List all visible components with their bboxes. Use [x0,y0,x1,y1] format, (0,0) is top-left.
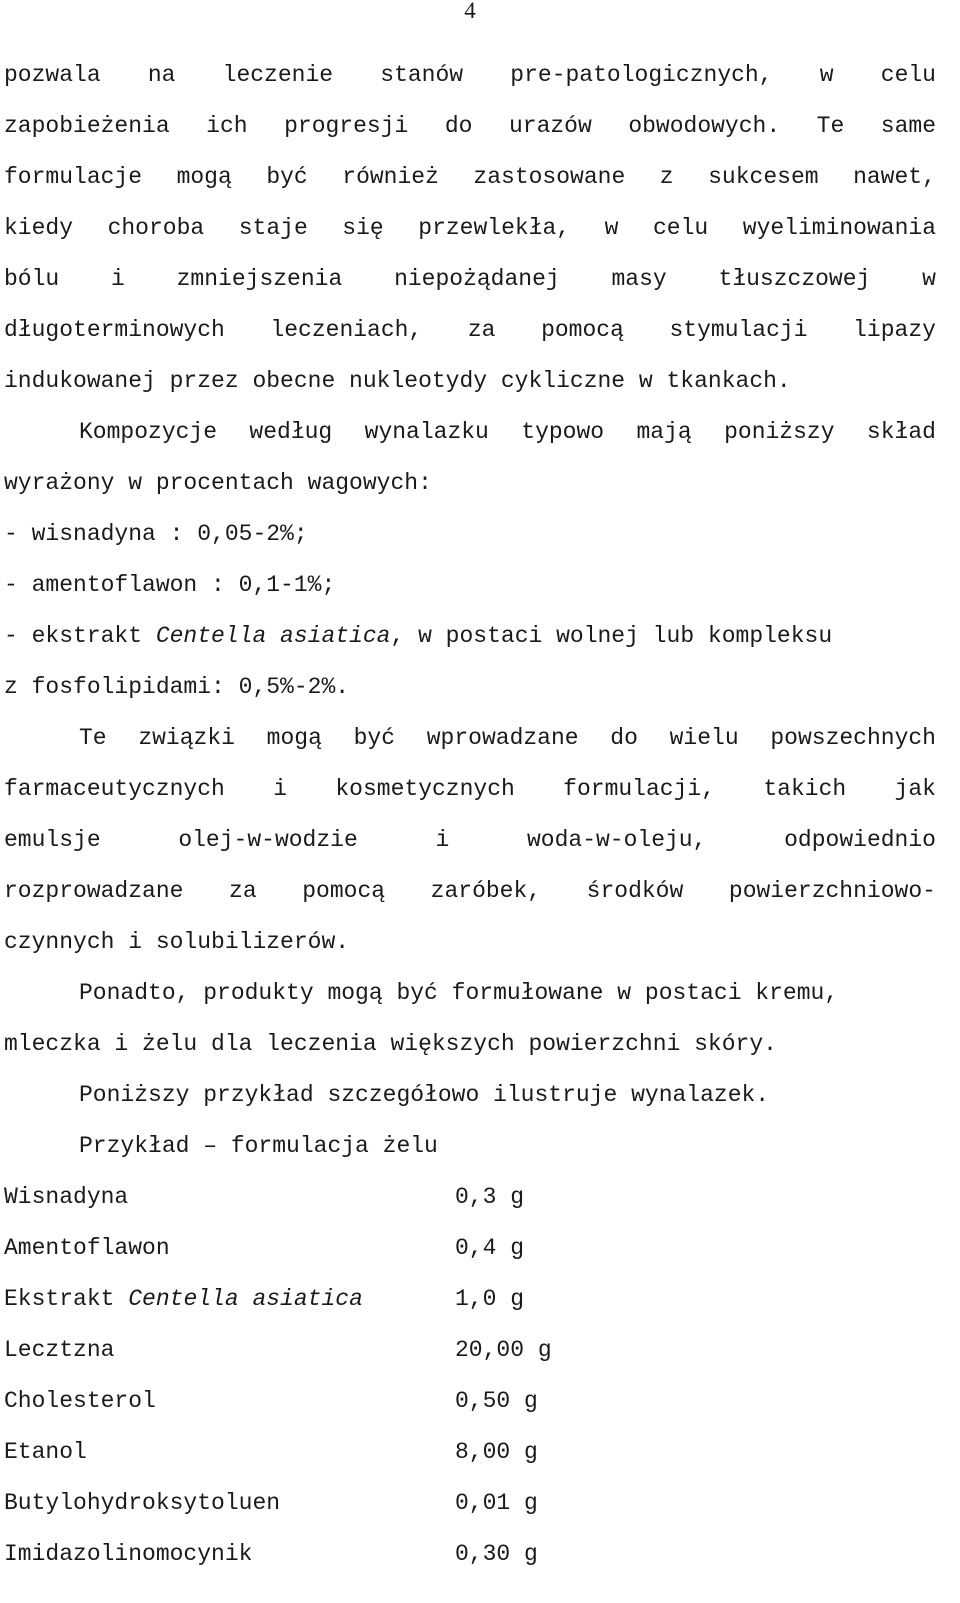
word: celu [653,215,709,241]
ingredient-amount: 8,00 g [455,1439,538,1465]
word: do [610,725,638,751]
word: pre-patologicznych, [510,62,773,88]
page-number: 4 [464,0,476,23]
word: związki [138,725,235,751]
word: zaróbek, [430,878,542,904]
ingredient-name: Amentoflawon [4,1235,170,1261]
word: wprowadzane [426,725,579,751]
word: Te [79,725,107,751]
word: w [819,62,834,88]
word: typowo [521,419,605,445]
word: i [435,827,450,853]
word: powszechnych [770,725,936,751]
word: wynalazku [364,419,489,445]
word: pomocą [541,317,624,343]
paragraph-line [4,203,936,254]
list-item: - wisnadyna : 0,05-2%; [4,521,308,547]
table-row [4,1172,936,1223]
word: same [880,113,936,139]
paragraph-line [4,764,936,815]
word: być [266,164,308,190]
word: za [467,317,496,343]
word: w [604,215,619,241]
word: odpowiednio [784,827,936,853]
ingredient-amount: 1,0 g [455,1286,525,1312]
ingredient-name [4,1274,455,1325]
word: formulacji, [563,776,715,802]
word: formulacje [4,164,143,190]
word: bólu [4,266,60,292]
word: według [249,419,333,445]
word: i [111,266,125,292]
paragraph-line: mleczka i żelu dla leczenia większych powierzchni skóry. [4,1031,777,1057]
word: emulsje [4,827,101,853]
table-row [4,1529,936,1580]
paragraph-line: wyrażony w procentach wagowych: [4,470,432,496]
word: progresji [284,113,409,139]
species-name: Centella asiatica [128,1286,363,1312]
word: ich [206,113,248,139]
word: woda-w-oleju, [526,827,707,853]
word: kiedy [4,215,74,241]
ingredient-amount: 20,00 g [455,1337,552,1363]
word: zapobieżenia [4,113,170,139]
paragraph-line [4,815,936,866]
word: mogą [176,164,232,190]
table-row [4,1376,936,1427]
word: z [659,164,674,190]
ingredient-amount: 0,30 g [455,1541,538,1567]
word: przewlekła, [418,215,571,241]
word: stymulacji [669,317,808,343]
table-row [4,1223,936,1274]
word: w [922,266,936,292]
example-heading: Przykład – formulacja żelu [79,1133,438,1159]
ingredient-amount: 0,4 g [455,1235,525,1261]
word: wyeliminowania [742,215,936,241]
table-row [4,1325,936,1376]
paragraph-line: Ponadto, produkty mogą być formułowane w postaci kremu, [79,980,839,1006]
word: urazów [508,113,592,139]
word: kosmetycznych [335,776,515,802]
word: Kompozycje [79,419,218,445]
paragraph-line [4,152,936,203]
paragraph-line [4,101,936,152]
word: zastosowane [473,164,626,190]
word: rozprowadzane [4,878,184,904]
word: mogą [266,725,322,751]
ingredient-name: Cholesterol [4,1388,156,1414]
list-item-text: - ekstrakt [4,623,156,649]
paragraph-line [4,713,936,764]
ingredient-name: Lecztzna [4,1337,115,1363]
word: się [342,215,384,241]
word: zmniejszenia [176,266,343,292]
ingredient-amount: 0,3 g [455,1184,525,1210]
ingredient-amount: 0,50 g [455,1388,538,1414]
paragraph-line: czynnych i solubilizerów. [4,929,350,955]
word: pomocą [302,878,386,904]
word: długoterminowych [4,317,225,343]
table-row [4,1478,936,1529]
word: poniższy [724,419,835,445]
paragraph-line: indukowanej przez obecne nukleotydy cykliczne w tkankach. [4,368,791,394]
ingredient-name: Wisnadyna [4,1184,129,1210]
word: takich [763,776,847,802]
list-item [4,611,936,662]
word: skład [866,419,936,445]
word: leczenie [222,62,334,88]
paragraph-line [4,50,936,101]
table-row [4,1427,936,1478]
word: stanów [380,62,464,88]
list-item: z fosfolipidami: 0,5%-2%. [4,674,350,700]
species-name: Centella asiatica [155,623,391,649]
paragraph-line: Poniższy przykład szczegółowo ilustruje wynalazek. [79,1082,770,1108]
word: do [444,113,473,139]
word: masy [611,266,667,292]
word: nawet, [853,164,936,190]
word: sukcesem [708,164,819,190]
ingredient-amount: 0,01 g [455,1490,538,1516]
word: niepożądanej [394,266,560,292]
word: pozwala [4,62,101,88]
word: za [229,878,257,904]
word: celu [880,62,936,88]
document-body [4,50,936,1580]
ingredients-table [4,1172,936,1580]
word: obwodowych. [628,113,781,139]
word: być [353,725,396,751]
word: Te [816,113,845,139]
paragraph-line [4,866,936,917]
ingredient-name: Etanol [4,1439,87,1465]
list-item: - amentoflawon : 0,1-1%; [4,572,336,598]
word: olej-w-wodzie [178,827,358,853]
word: leczeniach, [270,317,423,343]
ingredient-name: Butylohydroksytoluen [4,1490,281,1516]
list-item-text: , w postaci wolnej lub kompleksu [390,623,833,649]
word: powierzchniowo- [728,878,936,904]
word: lipazy [853,317,936,343]
paragraph-line [4,407,936,458]
word: farmaceutycznych [4,776,225,802]
word: jak [894,776,936,802]
word: mają [636,419,692,445]
word: również [342,164,439,190]
word: i [273,776,288,802]
word: środków [586,878,684,904]
word: tłuszczowej [718,266,871,292]
word: choroba [107,215,205,241]
ingredient-name-text: Ekstrakt [4,1286,129,1312]
ingredient-name: Imidazolinomocynik [4,1541,253,1567]
word: na [147,62,176,88]
paragraph-line [4,305,936,356]
table-row [4,1274,936,1325]
paragraph-line [4,254,936,305]
word: wielu [669,725,739,751]
word: staje [238,215,308,241]
